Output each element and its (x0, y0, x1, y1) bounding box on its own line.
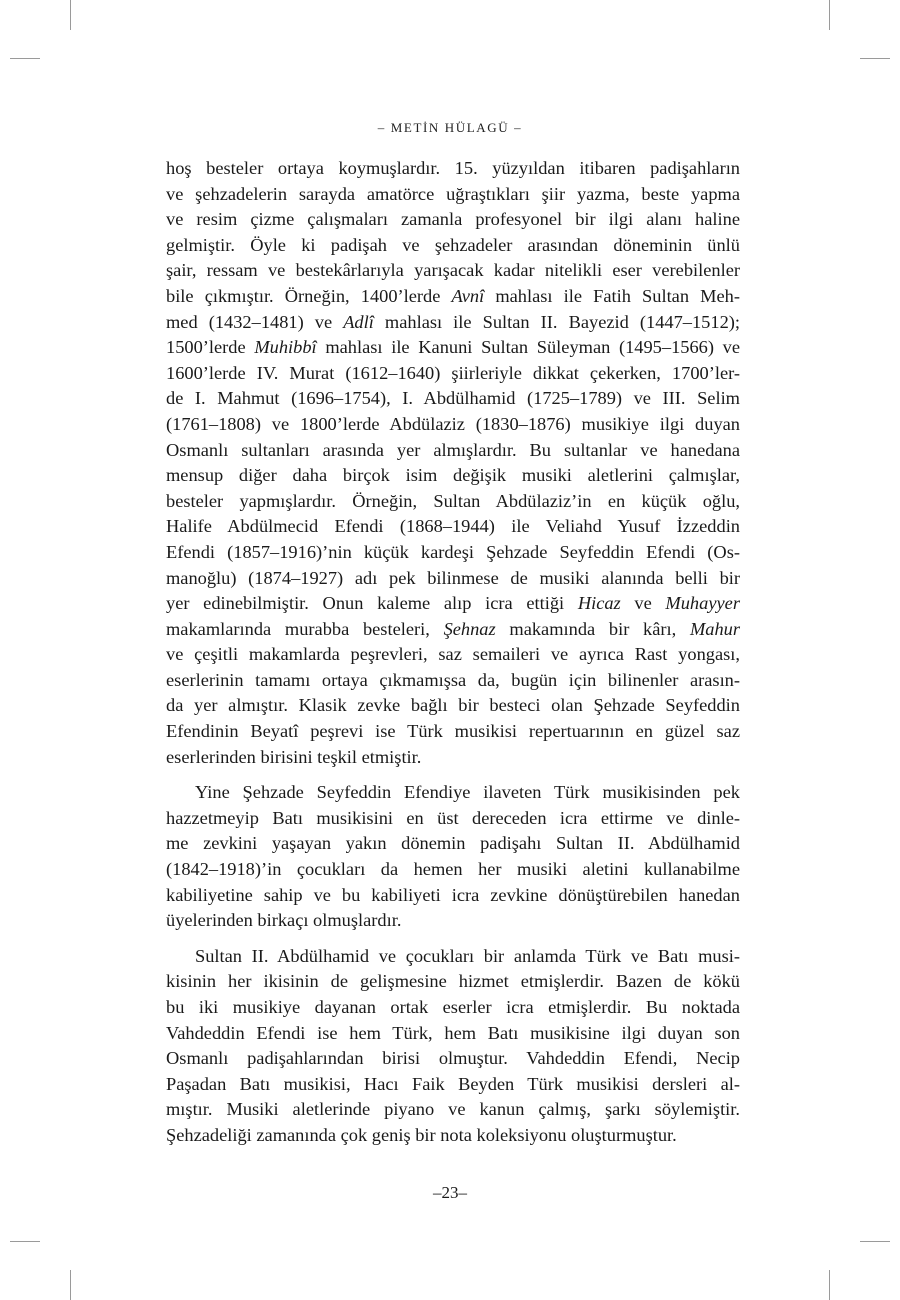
text-line: hazzetmeyip Batı musikisini en üst dereceden icra ettirme ve dinle- (166, 807, 740, 828)
text-line: manoğlu) (1874–1927) adı pek bilinmese de musiki alanında belli bir (166, 567, 740, 588)
crop-mark-right-top (860, 58, 890, 59)
text-line: mensup diğer daha birçok isim değişik musiki aletlerini çalmışlar, (166, 465, 740, 486)
text-line: (1842–1918)’in çocukları da hemen her musiki aletini kullanabilme (166, 859, 740, 880)
italic-term: Hicaz (577, 593, 621, 614)
text-line: gelmiştir. Öyle ki padişah ve şehzadeler arasından döneminin ünlü (166, 234, 740, 255)
text-line: Yine Şehzade Seyfeddin Efendiye ilaveten Türk musikisinden pek (195, 782, 740, 803)
text-line: Osmanlı padişahlarından birisi olmuştur. Vahdeddin Efendi, Necip (166, 1048, 740, 1069)
italic-term: Muhayyer (665, 593, 740, 614)
italic-term: Avnî (451, 285, 485, 306)
italic-term: Mahur (689, 618, 740, 639)
text-line: ve resim çizme çalışmaları zamanla profesyonel bir ilgi alanı haline (166, 209, 740, 230)
text-line: ve şehzadelerin sarayda amatörce uğraştıkları şiir yazma, beste yapma (166, 183, 740, 204)
text-line: besteler yapmışlardır. Örneğin, Sultan Abdülaziz’in en küçük oğlu, (166, 490, 740, 511)
text-line: Osmanlı sultanları arasında yer almışlardır. Bu sultanlar ve hanedana (166, 439, 740, 460)
text-line: yer edinebilmiştir. Onun kaleme alıp icra ettiği Hicaz ve Muhayyer (166, 593, 740, 614)
italic-term: Adlî (343, 311, 374, 332)
text-line: 1600’lerde IV. Murat (1612–1640) şiirleriyle dikkat çekerken, 1700’ler- (166, 362, 740, 383)
paragraph (166, 944, 740, 1149)
text-line: bu iki musikiye dayanan ortak eserler icra etmişlerdir. Bu noktada (166, 997, 740, 1017)
running-header: – METİN HÜLAGÜ – (377, 120, 523, 135)
body-text (166, 156, 740, 1149)
text-line: ve çeşitli makamlarda peşrevleri, saz semaileri ve ayrıca Rast yongası, (166, 644, 740, 665)
text-line: şair, ressam ve bestekârlarıyla yarışacak kadar nitelikli eser verebilenler (166, 260, 740, 281)
text-line: Halife Abdülmecid Efendi (1868–1944) ile Veliahd Yusuf İzzeddin (166, 516, 740, 537)
text-line: 1500’lerde Muhibbî mahlası ile Kanuni Sultan Süleyman (1495–1566) ve (166, 337, 741, 358)
paragraph (166, 156, 740, 770)
text-line: Şehzadeliği zamanında çok geniş bir nota koleksiyonu oluşturmuştur. (166, 1124, 677, 1145)
text-line: Vahdeddin Efendi ise hem Türk, hem Batı musikisine ilgi duyan son (166, 1022, 740, 1043)
text-line: eserlerinden birisini teşkil etmiştir. (166, 746, 422, 767)
crop-mark-left-bottom (10, 1241, 40, 1242)
crop-mark-left-top (10, 58, 40, 59)
text-line: makamlarında murabba besteleri, Şehnaz makamında bir kârı, Mahur (166, 618, 740, 639)
paragraph-gap (166, 770, 740, 780)
crop-mark-bottom-left (70, 1270, 71, 1300)
text-line: kisinin her ikisinin de gelişmesine hizmet etmişlerdir. Bazen de kökü (166, 971, 740, 992)
text-line: da yer almıştır. Klasik zevke bağlı bir besteci olan Şehzade Seyfeddin (166, 695, 740, 716)
crop-mark-top-right (829, 0, 830, 30)
text-line: de I. Mahmut (1696–1754), I. Abdülhamid (1725–1789) ve III. Selim (166, 388, 740, 409)
paragraph-gap (166, 934, 740, 944)
text-line: kabiliyetine sahip ve bu kabiliyeti icra zevkine dönüştürebilen hanedan (166, 884, 740, 905)
text-line: bile çıkmıştır. Örneğin, 1400’lerde Avnî mahlası ile Fatih Sultan Meh- (166, 285, 740, 306)
text-line: Paşadan Batı musikisi, Hacı Faik Beyden Türk musikisi dersleri al- (166, 1073, 740, 1094)
text-line: hoş besteler ortaya koymuşlardır. 15. yüzyıldan itibaren padişahların (166, 158, 740, 178)
italic-term: Muhibbî (254, 337, 317, 358)
text-line: üyelerinden birkaçı olmuşlardır. (166, 910, 402, 931)
text-line: Sultan II. Abdülhamid ve çocukları bir anlamda Türk ve Batı musi- (195, 945, 740, 966)
italic-term: Şehnaz (443, 618, 496, 639)
text-line: Efendi (1857–1916)’nin küçük kardeşi Şehzade Seyfeddin Efendi (Os- (166, 541, 740, 562)
paragraph (166, 780, 740, 934)
text-line: eserlerinin tamamı ortaya çıkmamışsa da, bugün için bilinenler arasın- (166, 669, 740, 690)
text-line: mıştır. Musiki aletlerinde piyano ve kanun çalmış, şarkı söylemiştir. (166, 1099, 740, 1120)
page-number: –23– (433, 1183, 467, 1202)
crop-mark-top-left (70, 0, 71, 30)
crop-mark-right-bottom (860, 1241, 890, 1242)
text-line: Efendinin Beyatî peşrevi ise Türk musikisi repertuarının en güzel saz (166, 721, 740, 742)
text-line: me zevkini yaşayan yakın dönemin padişahı Sultan II. Abdülhamid (166, 833, 740, 854)
crop-mark-bottom-right (829, 1270, 830, 1300)
text-line: med (1432–1481) ve Adlî mahlası ile Sultan II. Bayezid (1447–1512); (166, 311, 740, 332)
text-line: (1761–1808) ve 1800’lerde Abdülaziz (1830–1876) musikiye ilgi duyan (166, 413, 740, 434)
